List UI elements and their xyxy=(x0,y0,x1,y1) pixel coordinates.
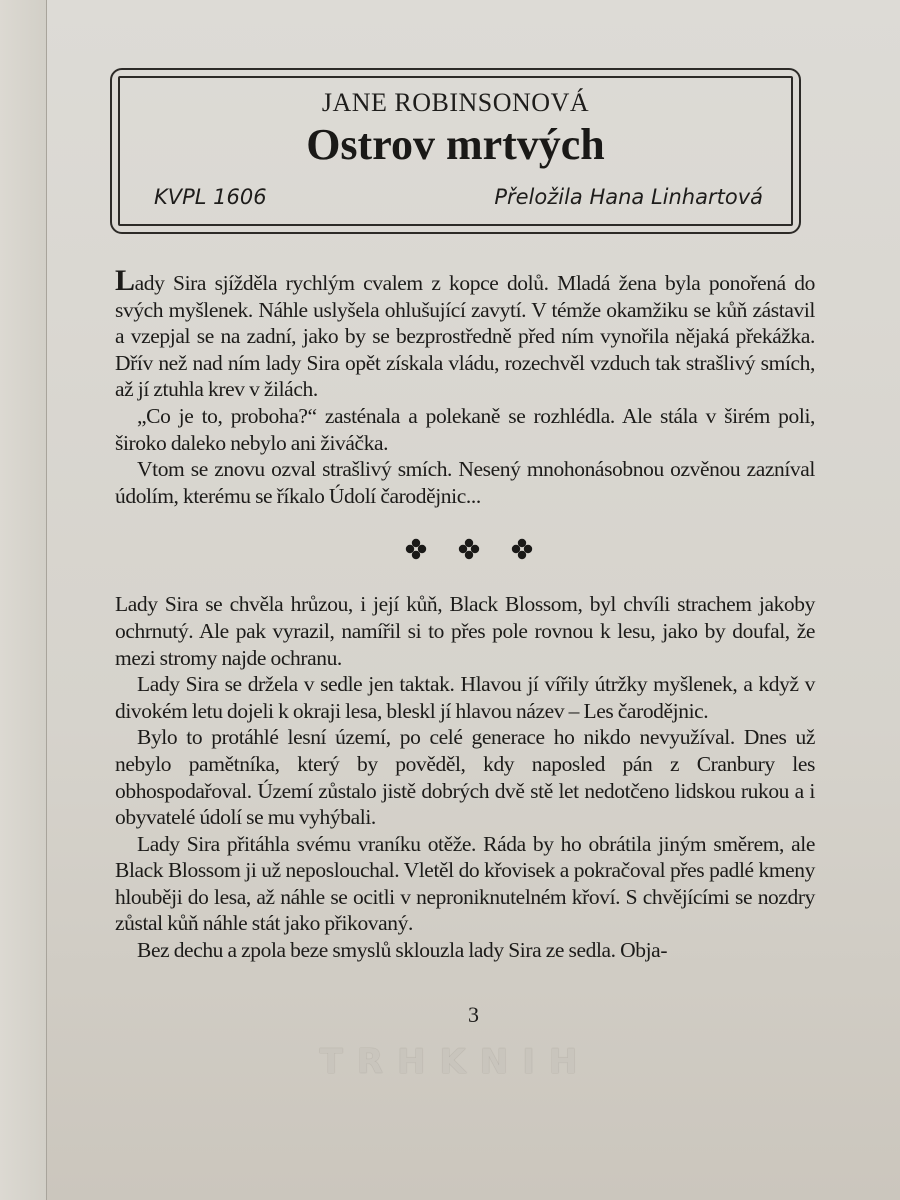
diamond-cluster-icon xyxy=(510,537,534,561)
book-title: Ostrov mrtvých xyxy=(306,120,605,169)
drop-cap: L xyxy=(115,264,135,297)
series-number: KVPL 1606 xyxy=(154,185,267,209)
title-box-inner-frame xyxy=(118,76,793,226)
paragraph: Lady Sira přitáhla svému vraníku otěže. Ráda by ho obrátila jiným směrem, ale Black Blossom ji už neposlouchal. Vletěl do křovisek a pokračoval přes padlé kmeny hlouběji do lesa, až náhle se ocitli v neproniknutelném křoví. S chvějícími se nozdry zůstal kůň náhle stát jako přikovaný. xyxy=(115,831,815,936)
main-section xyxy=(115,591,815,963)
paragraph: Bylo to protáhlé lesní území, po celé generace ho nikdo nevyužíval. Dnes už nebylo pamětníka, který by pověděl, kdy naposled pán z Cranbury les obhospodařoval. Území zůstalo jistě dobrých dvě stě let nedotčeno lidskou rukou a i obyvatelé údolí se mu vyhýbali. xyxy=(115,725,815,830)
paragraph: Vtom se znovu ozval strašlivý smích. Nesený mnohonásobnou ozvěnou zazníval údolím, kterému se říkalo Údolí čarodějnic... xyxy=(115,457,815,508)
adjacent-page-edge xyxy=(0,0,47,1200)
diamond-cluster-icon xyxy=(457,537,481,561)
author-name: JANE ROBINSONOVÁ xyxy=(321,88,590,117)
paragraph: Bez dechu a zpola beze smyslů sklouzla lady Sira ze sedla. Obja- xyxy=(137,938,668,963)
paragraph xyxy=(115,264,815,403)
translator-credit: Přeložila Hana Linhartová xyxy=(494,185,763,209)
page-number: 3 xyxy=(468,1001,479,1027)
paragraph-text: ady Sira sjížděla rychlým cvalem z kopce dolů. Mladá žena byla ponořená do svých myšlenek. Náhle uslyšela ohlušující zavytí. V témže okamžiku se kůň zástavil a vzepjal se na zadní, jako by se bezprostředně před ním vynořila nějaká překážka. Dřív než nad ním lady Sira opět získala vládu, rozechvěl vzduch tak strašlivý smích, až jí ztuhla krev v žilách. xyxy=(115,271,815,402)
book-page xyxy=(47,0,900,1200)
diamond-cluster-icon xyxy=(404,537,428,561)
opening-section xyxy=(115,264,815,509)
section-separator xyxy=(404,537,534,561)
paragraph: Lady Sira se držela v sedle jen taktak. Hlavou jí vířily útržky myšlenek, a když v divokém letu dojeli k okraji lesa, bleskl jí hlavou název – Les čarodějnic. xyxy=(115,672,815,723)
title-box-meta-row xyxy=(154,184,763,210)
paragraph: „Co je to, proboha?“ zasténala a polekaně se rozhlédla. Ale stála v širém poli, široko daleko nebylo ani živáčka. xyxy=(115,403,815,455)
bookstore-watermark: TRHKNIH xyxy=(319,1041,592,1082)
paragraph: Lady Sira se chvěla hrůzou, i její kůň, Black Blossom, byl chvíli strachem jakoby ochrnutý. Ale pak vyrazil, namířil si to přes pole rovnou k lesu, jako by doufal, že mezi stromy najde ochranu. xyxy=(115,592,815,670)
title-box xyxy=(110,68,801,234)
